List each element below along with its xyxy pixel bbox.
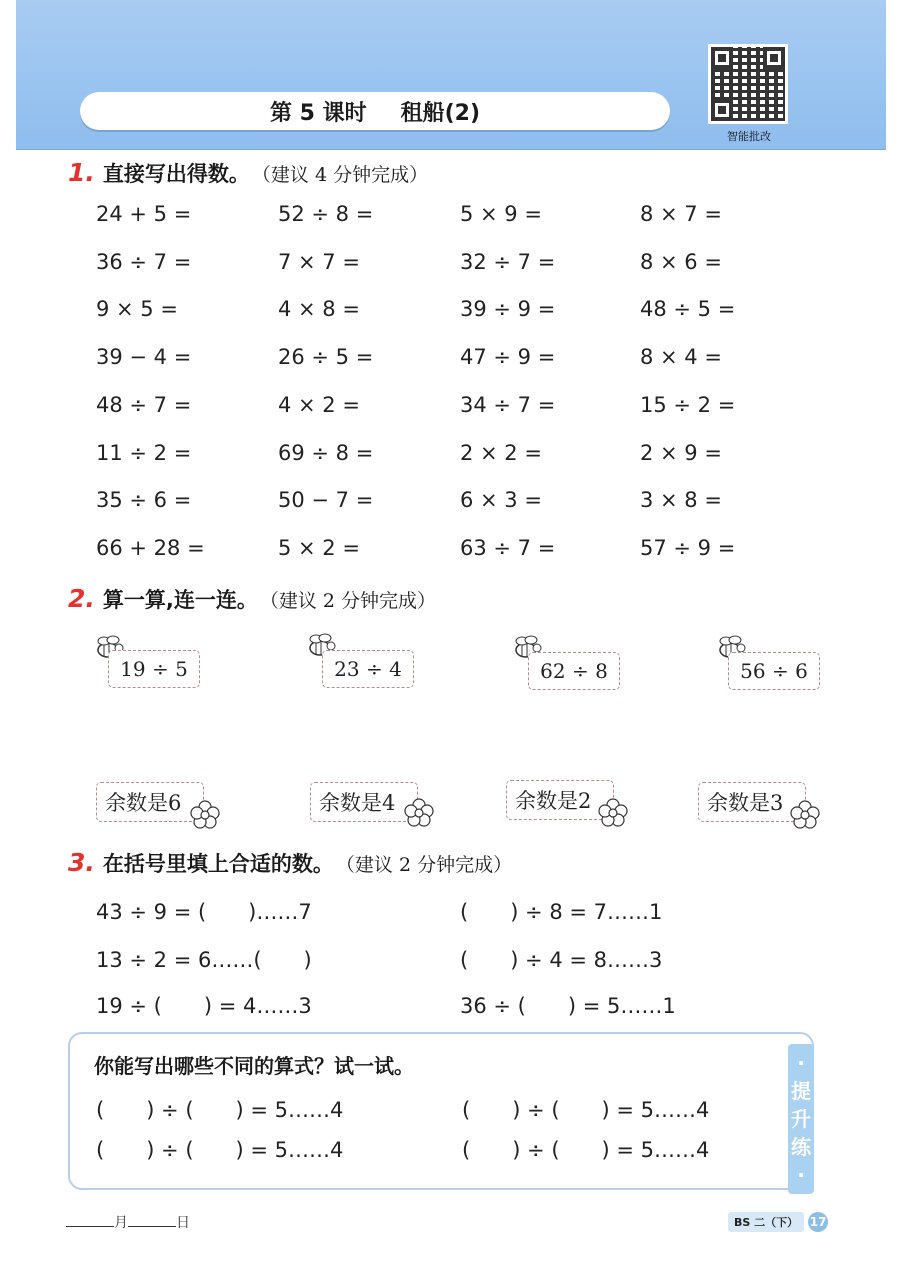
fill-blank-problem[interactable]: ( ) ÷ 8 = 7……1 [460, 900, 663, 924]
arithmetic-problem[interactable]: 26 ÷ 5 = [278, 345, 374, 369]
section-3-heading [68, 848, 512, 878]
remainder-card[interactable]: 余数是6 [96, 782, 204, 822]
enhancement-side-tab [788, 1044, 814, 1194]
section-2-hint: （建议 2 分钟完成） [259, 590, 437, 612]
qr-code-icon[interactable] [708, 44, 788, 124]
qr-label: 智能批改 [727, 130, 771, 143]
side-tab-dot: · [797, 1163, 805, 1187]
flower-icon [790, 800, 820, 830]
fill-blank-problem[interactable]: 36 ÷ ( ) = 5……1 [460, 994, 676, 1018]
arithmetic-problem[interactable]: 48 ÷ 5 = [640, 297, 736, 321]
page-number: 17 [808, 1212, 828, 1232]
section-1-hint: （建议 4 分钟完成） [251, 164, 429, 186]
challenge-box [68, 1032, 814, 1190]
expression-card[interactable]: 19 ÷ 5 [108, 650, 200, 688]
edition-code: BS 二（下） [728, 1212, 804, 1232]
fill-blank-problem[interactable]: 19 ÷ ( ) = 4……3 [96, 994, 312, 1018]
section-1-heading [68, 158, 428, 188]
arithmetic-problem[interactable]: 8 × 4 = [640, 345, 722, 369]
section-3-number: 3. [68, 848, 95, 877]
flower-icon [190, 800, 220, 830]
remainder-card[interactable]: 余数是4 [310, 782, 418, 822]
arithmetic-problem[interactable]: 4 × 8 = [278, 297, 360, 321]
challenge-question: 你能写出哪些不同的算式？试一试。 [94, 1054, 414, 1078]
side-tab-char: 提 [791, 1079, 811, 1103]
lesson-title: 租船(2) [400, 100, 481, 126]
fill-blank-problem[interactable]: 43 ÷ 9 = ( )……7 [96, 900, 312, 924]
challenge-equation[interactable]: ( ) ÷ ( ) = 5……4 [96, 1138, 344, 1162]
arithmetic-problem[interactable]: 39 ÷ 9 = [460, 297, 556, 321]
arithmetic-problem[interactable]: 3 × 8 = [640, 488, 722, 512]
lesson-number: 第 5 课时 [269, 100, 367, 126]
section-1-number: 1. [68, 158, 95, 187]
lesson-title-bar [80, 92, 670, 130]
footer-tag [728, 1212, 828, 1232]
arithmetic-problem[interactable]: 15 ÷ 2 = [640, 393, 736, 417]
section-3-hint: （建议 2 分钟完成） [335, 854, 513, 876]
arithmetic-problem[interactable]: 8 × 7 = [640, 202, 722, 226]
side-tab-char: 练 [791, 1135, 811, 1159]
side-tab-char: 升 [791, 1107, 811, 1131]
day-label: 日 [176, 1215, 190, 1231]
arithmetic-problem[interactable]: 5 × 2 = [278, 536, 360, 560]
arithmetic-problem[interactable]: 36 ÷ 7 = [96, 250, 192, 274]
arithmetic-problem[interactable]: 5 × 9 = [460, 202, 542, 226]
date-field[interactable] [66, 1212, 190, 1232]
month-label: 月 [114, 1215, 128, 1231]
arithmetic-problem[interactable]: 63 ÷ 7 = [460, 536, 556, 560]
challenge-equation[interactable]: ( ) ÷ ( ) = 5……4 [462, 1098, 710, 1122]
arithmetic-problem[interactable]: 11 ÷ 2 = [96, 441, 192, 465]
remainder-card[interactable]: 余数是2 [506, 780, 614, 820]
arithmetic-problem[interactable]: 9 × 5 = [96, 297, 178, 321]
arithmetic-problem[interactable]: 34 ÷ 7 = [460, 393, 556, 417]
expression-card[interactable]: 23 ÷ 4 [322, 650, 414, 688]
section-2-number: 2. [68, 584, 95, 613]
arithmetic-problem[interactable]: 2 × 9 = [640, 441, 722, 465]
arithmetic-problem[interactable]: 6 × 3 = [460, 488, 542, 512]
section-3-title: 在括号里填上合适的数。 [102, 852, 334, 876]
arithmetic-problem[interactable]: 69 ÷ 8 = [278, 441, 374, 465]
section-1-title: 直接写出得数。 [102, 162, 250, 186]
arithmetic-problem[interactable]: 57 ÷ 9 = [640, 536, 736, 560]
arithmetic-problem[interactable]: 7 × 7 = [278, 250, 360, 274]
arithmetic-problem[interactable]: 2 × 2 = [460, 441, 542, 465]
arithmetic-problem[interactable]: 4 × 2 = [278, 393, 360, 417]
challenge-equation[interactable]: ( ) ÷ ( ) = 5……4 [96, 1098, 344, 1122]
arithmetic-problem[interactable]: 32 ÷ 7 = [460, 250, 556, 274]
arithmetic-problem[interactable]: 52 ÷ 8 = [278, 202, 374, 226]
expression-card[interactable]: 62 ÷ 8 [528, 652, 620, 690]
fill-blank-problem[interactable]: 13 ÷ 2 = 6……( ) [96, 948, 312, 972]
side-tab-dot: · [797, 1051, 805, 1075]
fill-blank-problem[interactable]: ( ) ÷ 4 = 8……3 [460, 948, 663, 972]
arithmetic-problem[interactable]: 39 − 4 = [96, 345, 192, 369]
arithmetic-problem[interactable]: 48 ÷ 7 = [96, 393, 192, 417]
arithmetic-problem[interactable]: 50 − 7 = [278, 488, 374, 512]
arithmetic-problem[interactable]: 8 × 6 = [640, 250, 722, 274]
challenge-equation[interactable]: ( ) ÷ ( ) = 5……4 [462, 1138, 710, 1162]
arithmetic-problem[interactable]: 66 + 28 = [96, 536, 205, 560]
expression-card[interactable]: 56 ÷ 6 [728, 652, 820, 690]
section-2-title: 算一算,连一连。 [102, 588, 258, 612]
section-2-heading [68, 584, 436, 614]
flower-icon [404, 798, 434, 828]
arithmetic-problem[interactable]: 24 + 5 = [96, 202, 192, 226]
arithmetic-problem[interactable]: 47 ÷ 9 = [460, 345, 556, 369]
arithmetic-problem[interactable]: 35 ÷ 6 = [96, 488, 192, 512]
flower-icon [598, 798, 628, 828]
remainder-card[interactable]: 余数是3 [698, 782, 806, 822]
